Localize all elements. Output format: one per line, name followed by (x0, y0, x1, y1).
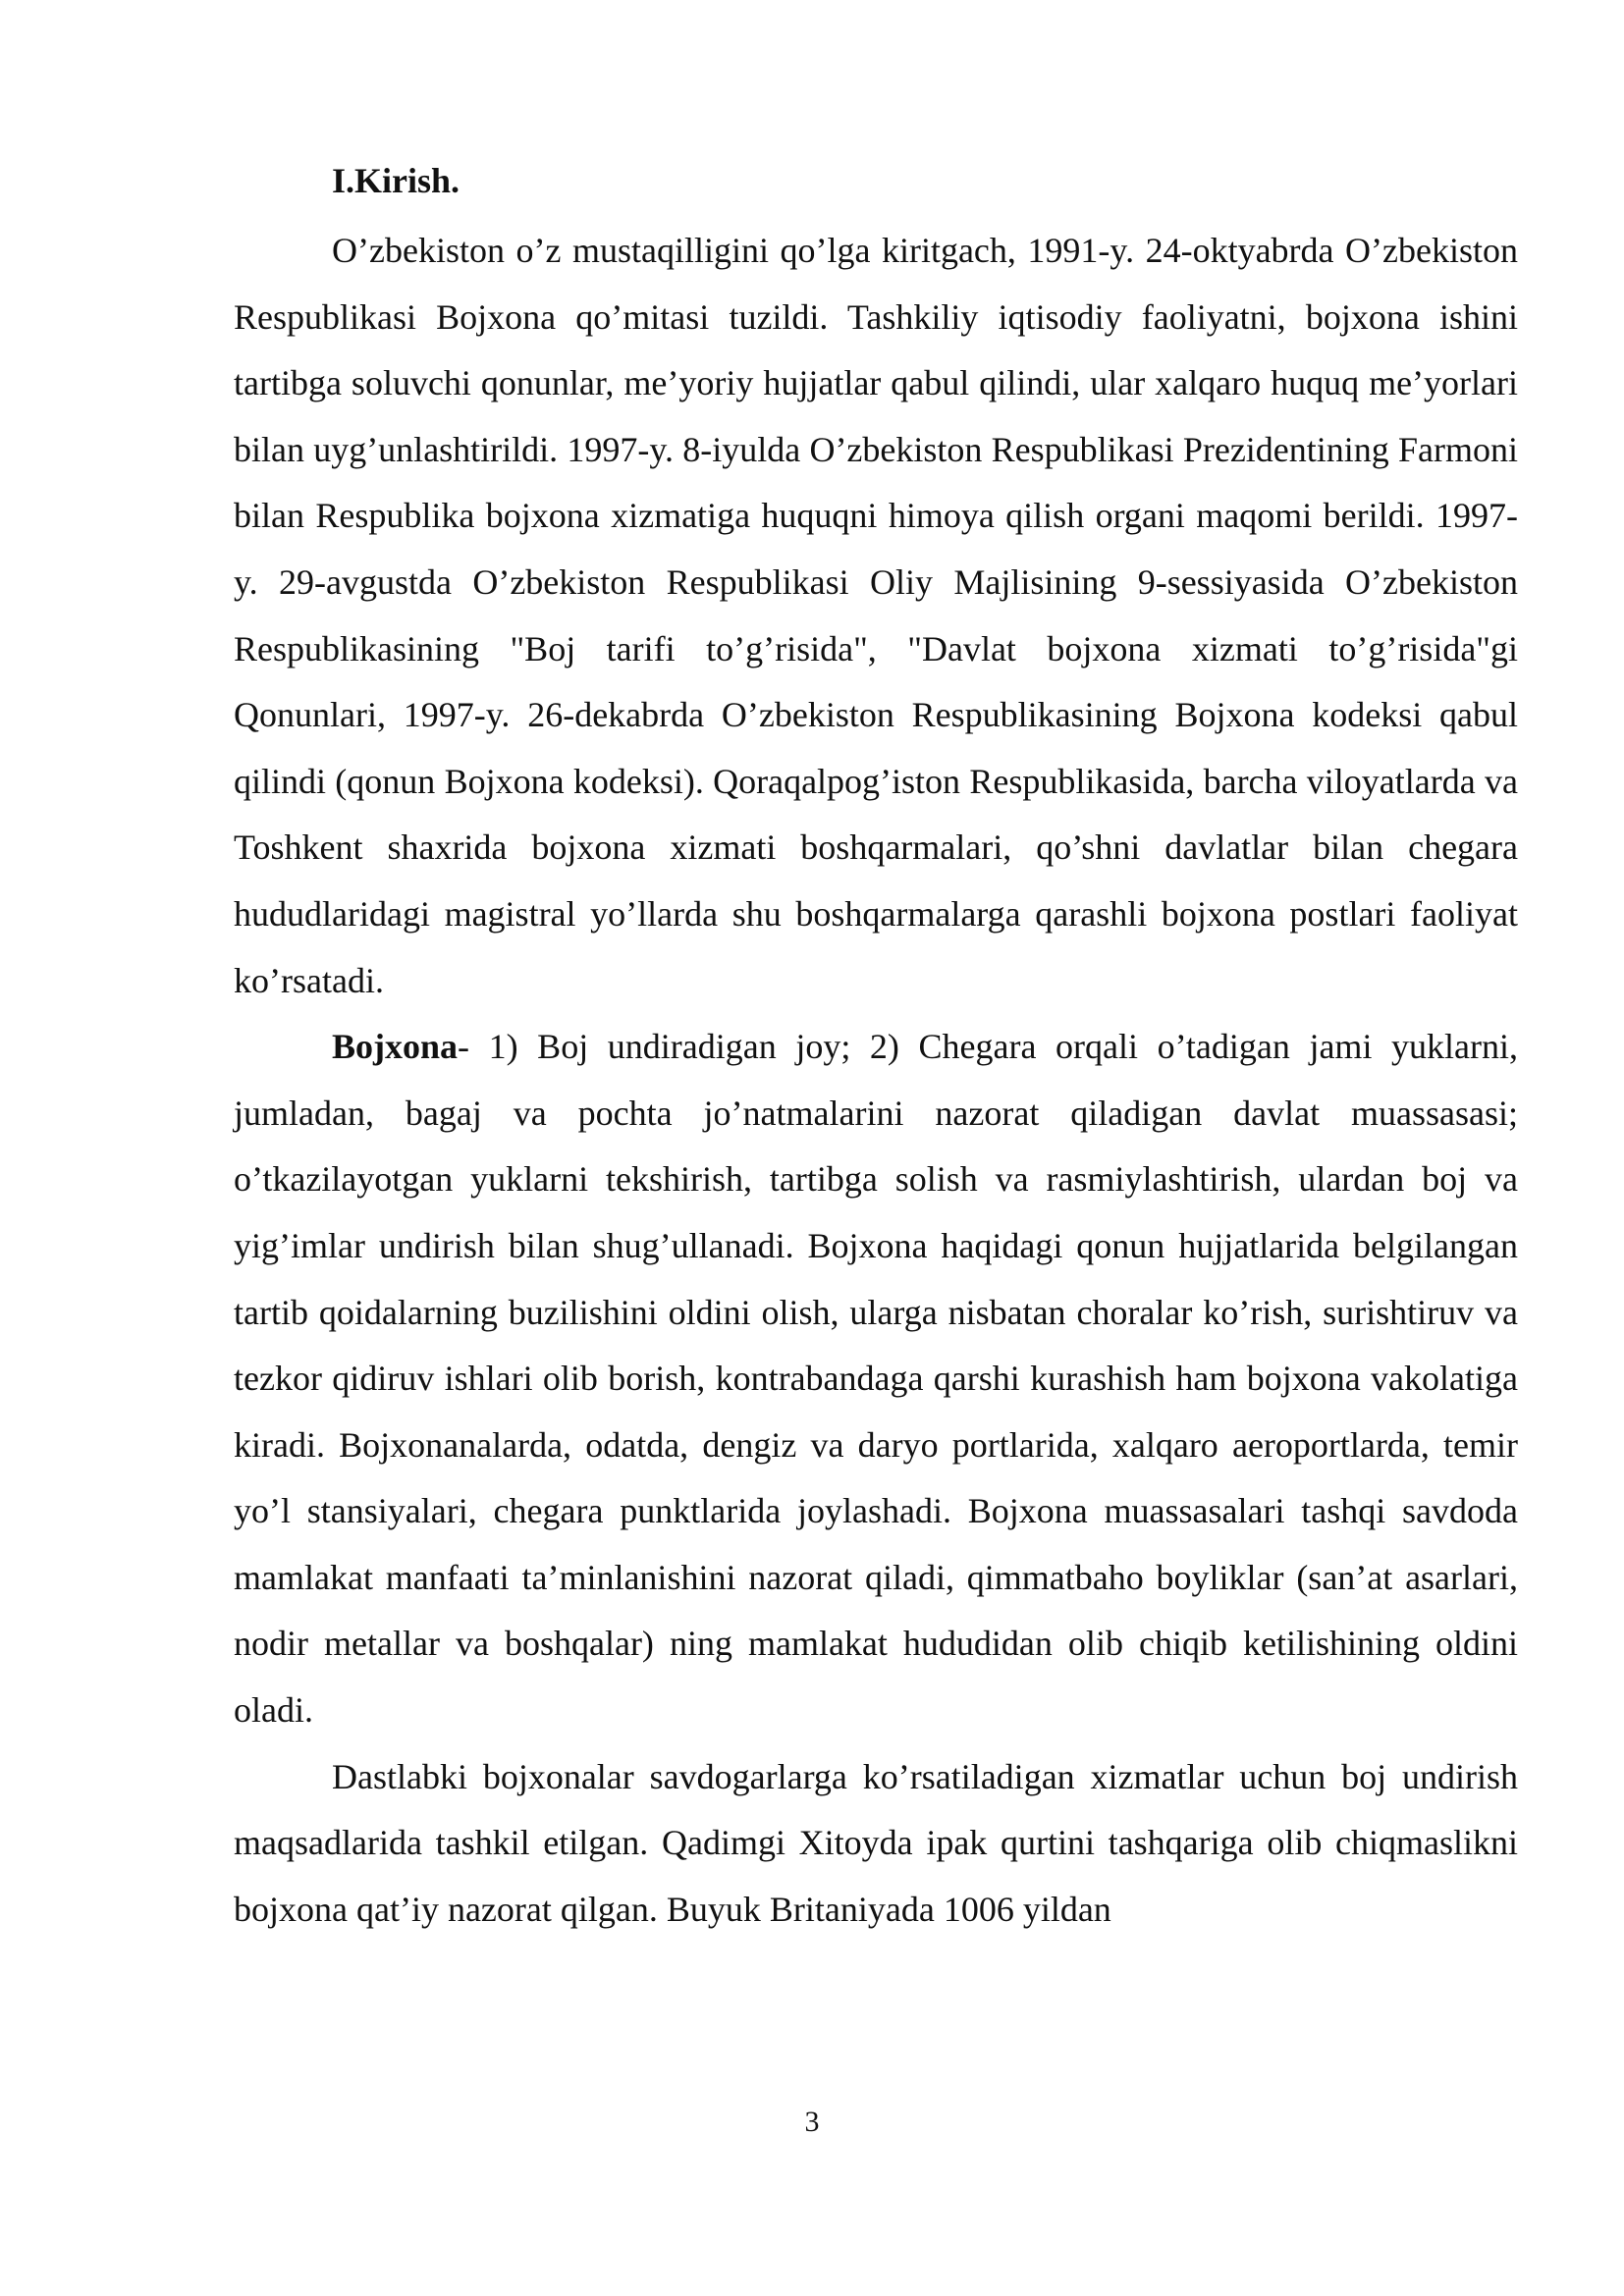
paragraph-text: - 1) Boj undiradigan joy; 2) Chegara orqali o’tadigan jami yuklarni, jumladan, bagaj va pochta jo’natmalarini nazorat qiladigan davlat muassasasi; o’tkazilayotgan yuklarni tekshirish, tartibga solish va rasmiylashtirish, ulardan boj va yig’imlar undirish bilan shug’ullanadi. Bojxona haqidagi qonun hujjatlarida belgilangan tartib qoidalarning buzilishini oldini olish, ularga nisbatan choralar ko’rish, surishtiruv va tezkor qidiruv ishlari olib borish, kontrabandaga qarshi kurashish ham bojxona vakolatiga kiradi. Bojxonanalarda, odatda, dengiz va daryo portlarida, xalqaro aeroportlarda, temir yo’l stansiyalari, chegara punktlarida joylashadi. Bojxona muassasalari tashqi savdoda mamlakat manfaati ta’minlanishini nazorat qiladi, qimmatbaho boyliklar (san’at asarlari, nodir metallar va boshqalar) ning mamlakat hududidan olib chiqib ketilishining oldini oladi. (234, 1027, 1518, 1731)
page-number: 3 (804, 2106, 820, 2138)
paragraph-bojxona-definition (234, 1014, 1518, 1744)
section-heading: I.Kirish. (332, 161, 460, 200)
paragraph-text: Dastlabki bojxonalar savdogarlarga ko’rsatiladigan xizmatlar uchun boj undirish maqsadlarida tashkil etilgan. Qadimgi Xitoyda ipak qurtini tashqariga olib chiqmaslikni bojxona qat’iy nazorat qilgan. Buyuk Britaniyada 1006 yildan (234, 1756, 1518, 1929)
paragraph-independence (234, 218, 1518, 1014)
document-page (234, 147, 1518, 1943)
defined-term: Bojxona (332, 1027, 459, 1067)
paragraph-text: O’zbekiston o’z mustaqilligini qo’lga kiritgach, 1991-y. 24-oktyabrda O’zbekiston Respublikasi Bojxona qo’mitasi tuzildi. Tashkiliy iqtisodiy faoliyatni, bojxona ishini tartibga soluvchi qonunlar, me’yoriy hujjatlar qabul qilindi, ular xalqaro huquq me’yorlari bilan uyg’unlashtirildi. 1997-y. 8-iyulda O’zbekiston Respublikasi Prezidentining Farmoni bilan Respublika bojxona xizmatiga huquqni himoya qilish organi maqomi berildi. 1997-y. 29-avgustda O’zbekiston Respublikasi Oliy Majlisining 9-sessiyasida O’zbekiston Respublikasining "Boj tarifi to’g’risida", "Davlat bojxona xizmati to’g’risida"gi Qonunlari, 1997-y. 26-dekabrda O’zbekiston Respublikasining Bojxona kodeksi qabul qilindi (qonun Bojxona kodeksi). Qoraqalpog’iston Respublikasida, barcha viloyatlarda va Toshkent shaxrida bojxona xizmati boshqarmalari, qo’shni davlatlar bilan chegara hududlaridagi magistral yo’llarda shu boshqarmalarga qarashli bojxona postlari faoliyat ko’rsatadi. (234, 231, 1518, 1000)
paragraph-early-customs (234, 1744, 1518, 1944)
